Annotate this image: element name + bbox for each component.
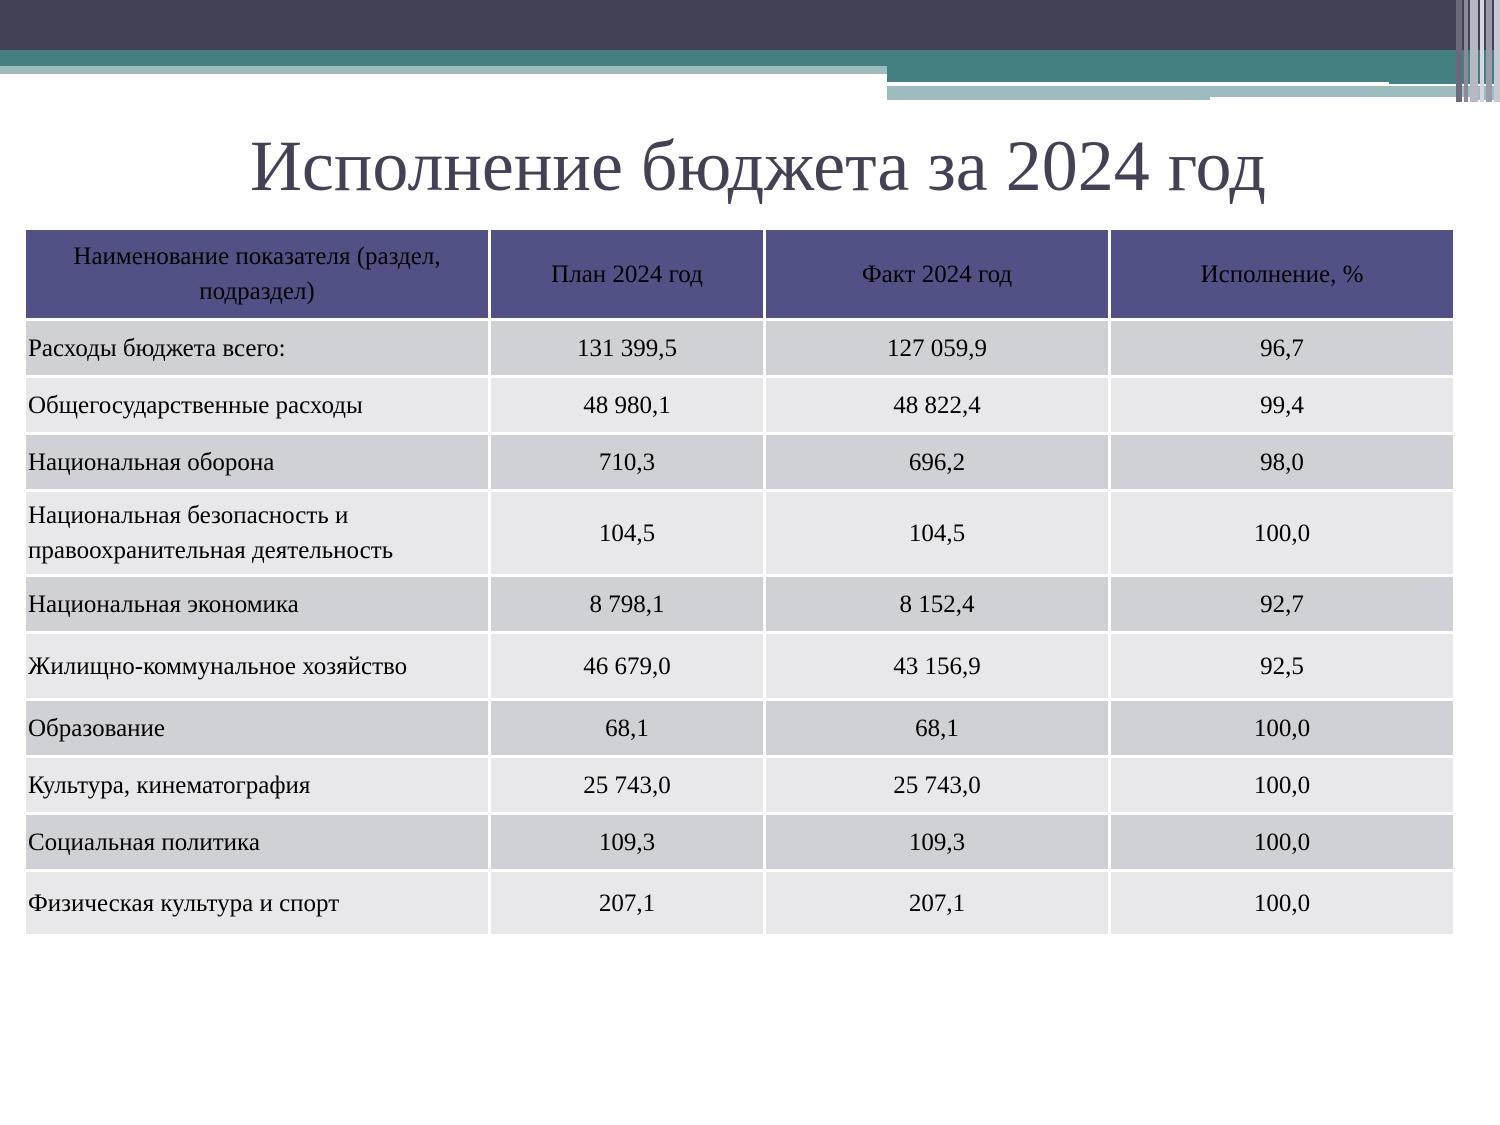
table-row [25,377,1455,434]
row-plan: 104,5 [490,491,765,576]
row-percent: 92,5 [1110,633,1455,700]
row-name: Национальная экономика [25,576,490,633]
table-row [25,814,1455,871]
header-band-dark [0,0,1500,50]
row-percent: 98,0 [1110,434,1455,491]
row-plan: 68,1 [490,700,765,757]
row-plan: 131 399,5 [490,320,765,377]
row-name: Расходы бюджета всего: [25,320,490,377]
row-name: Социальная политика [25,814,490,871]
table-row [25,633,1455,700]
row-plan: 109,3 [490,814,765,871]
row-plan: 207,1 [490,871,765,936]
row-fact: 8 152,4 [765,576,1110,633]
row-fact: 43 156,9 [765,633,1110,700]
row-name: Общегосударственные расходы [25,377,490,434]
column-header-fact: Факт 2024 год [765,229,1110,320]
row-name: Физическая культура и спорт [25,871,490,936]
table-row [25,320,1455,377]
row-plan: 46 679,0 [490,633,765,700]
table-row [25,434,1455,491]
row-fact: 207,1 [765,871,1110,936]
column-header-plan: План 2024 год [490,229,765,320]
header-band-light [0,66,887,74]
row-fact: 104,5 [765,491,1110,576]
header-divider-line-2 [1210,97,1472,101]
row-fact: 109,3 [765,814,1110,871]
row-plan: 25 743,0 [490,757,765,814]
row-fact: 25 743,0 [765,757,1110,814]
table-header-row [25,229,1455,320]
row-name: Национальная безопасность и правоохранительная деятельность [25,491,490,576]
column-header-name: Наименование показателя (раздел, подраздел) [25,229,490,320]
row-plan: 8 798,1 [490,576,765,633]
row-name: Национальная оборона [25,434,490,491]
corner-stripes-decoration [1456,0,1500,102]
row-fact: 127 059,9 [765,320,1110,377]
column-header-percent: Исполнение, % [1110,229,1455,320]
table-row [25,700,1455,757]
table-row [25,491,1455,576]
table-row [25,576,1455,633]
row-percent: 100,0 [1110,871,1455,936]
budget-table [23,227,1456,937]
row-percent: 100,0 [1110,814,1455,871]
row-name: Образование [25,700,490,757]
row-percent: 100,0 [1110,491,1455,576]
row-percent: 100,0 [1110,757,1455,814]
table-row [25,871,1455,936]
slide-title: Исполнение бюджета за 2024 год [249,126,1267,206]
row-fact: 48 822,4 [765,377,1110,434]
row-fact: 696,2 [765,434,1110,491]
row-percent: 96,7 [1110,320,1455,377]
row-plan: 710,3 [490,434,765,491]
header-band-teal [0,50,1500,66]
row-percent: 99,4 [1110,377,1455,434]
table-row [25,757,1455,814]
row-percent: 92,7 [1110,576,1455,633]
row-name: Жилищно-коммунальное хозяйство [25,633,490,700]
row-name: Культура, кинематография [25,757,490,814]
row-plan: 48 980,1 [490,377,765,434]
row-fact: 68,1 [765,700,1110,757]
row-percent: 100,0 [1110,700,1455,757]
